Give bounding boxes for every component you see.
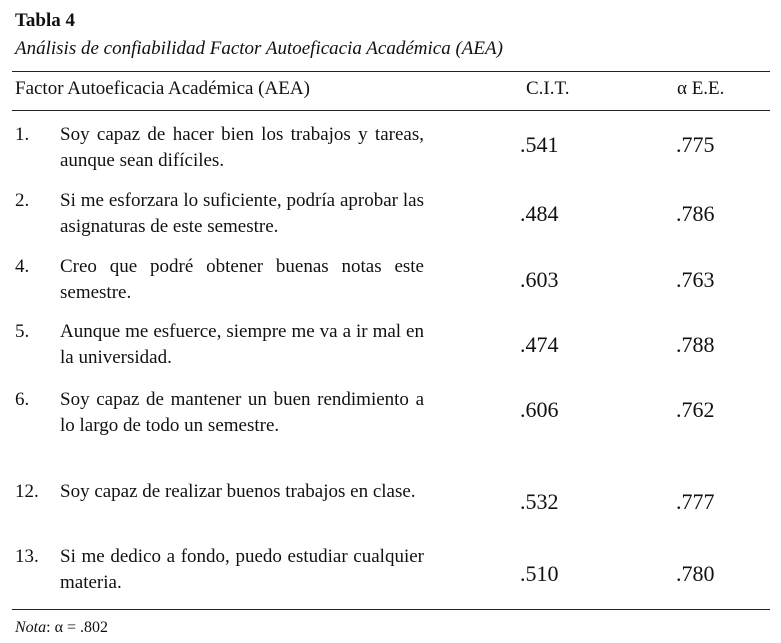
table-note (15, 618, 108, 638)
alpha-value: .762 (676, 397, 715, 422)
cit-value: .532 (520, 489, 559, 514)
cit-value: .606 (520, 397, 559, 422)
table-label: Tabla 4 (15, 10, 76, 31)
top-rule (12, 71, 770, 72)
item-number: 2. (15, 190, 30, 211)
alpha-value: .786 (676, 201, 715, 226)
cit-value: .541 (520, 132, 559, 157)
alpha-value: .775 (676, 132, 715, 157)
cit-value: .510 (520, 561, 559, 586)
cit-value: .484 (520, 201, 559, 226)
item-text: Aunque me esfuerce, siempre me va a ir mal en la universidad. (60, 321, 424, 368)
item-number: 13. (15, 546, 39, 567)
bottom-rule (12, 609, 770, 610)
alpha-value: .788 (676, 332, 715, 357)
item-number: 5. (15, 321, 30, 342)
item-number: 4. (15, 256, 30, 277)
alpha-value: .763 (676, 267, 715, 292)
note-label: Nota (15, 619, 47, 636)
alpha-value: .777 (676, 489, 715, 514)
cit-value: .474 (520, 332, 559, 357)
table-title: Análisis de confiabilidad Factor Autoeficacia Académica (AEA) (15, 38, 503, 59)
note-text: : α = .802 (46, 619, 108, 636)
item-text: Soy capaz de hacer bien los trabajos y tareas, aunque sean difíciles. (60, 124, 424, 171)
item-text: Soy capaz de mantener un buen rendimiento a lo largo de todo un semestre. (60, 389, 424, 436)
item-number: 6. (15, 389, 30, 410)
header-alpha: α E.E. (677, 78, 725, 99)
cit-value: .603 (520, 267, 559, 292)
item-number: 12. (15, 481, 39, 502)
header-rule (12, 110, 770, 111)
header-cit: C.I.T. (526, 78, 570, 99)
item-text: Si me dedico a fondo, puedo estudiar cualquier materia. (60, 546, 424, 593)
item-text: Soy capaz de realizar buenos trabajos en clase. (60, 481, 416, 502)
item-text: Creo que podré obtener buenas notas este semestre. (60, 256, 424, 303)
header-factor: Factor Autoeficacia Académica (AEA) (15, 78, 310, 99)
item-number: 1. (15, 124, 30, 145)
alpha-value: .780 (676, 561, 715, 586)
item-text: Si me esforzara lo suficiente, podría aprobar las asignaturas de este semestre. (60, 190, 424, 237)
